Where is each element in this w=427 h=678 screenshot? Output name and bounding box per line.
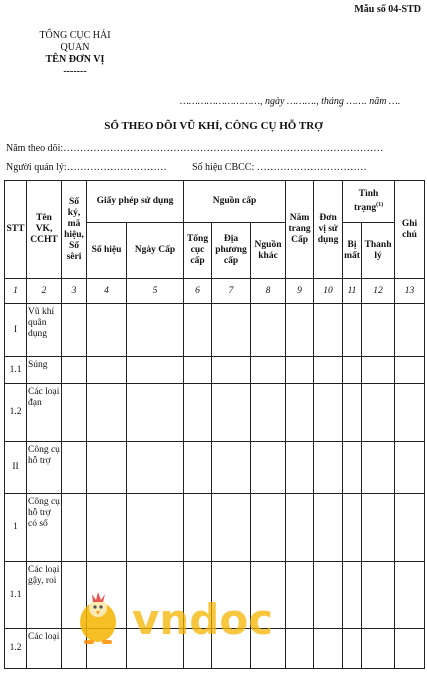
row-stt: 1.1 — [5, 562, 27, 629]
column-number: 3 — [62, 279, 87, 304]
header-license: Giấy phép sử dụng — [87, 181, 184, 223]
header-source-general: Tổng cục cấp — [184, 223, 212, 279]
column-number: 2 — [27, 279, 62, 304]
header-status-liquidated: Thanh lý — [362, 223, 395, 279]
agency-name-line2: QUAN — [60, 42, 90, 53]
header-source-local: Địa phương cấp — [212, 223, 251, 279]
row-name: Công cụ hỗ trợ — [27, 442, 62, 494]
chicken-mascot-icon — [80, 592, 116, 644]
column-number: 4 — [87, 279, 127, 304]
agency-block — [20, 30, 130, 78]
header-unit-using: Đơn vị sử dụng — [314, 181, 343, 279]
header-license-date: Ngày Cấp — [127, 223, 184, 279]
table-row — [5, 442, 425, 494]
row-name: Vũ khí quân dụng — [27, 304, 62, 357]
header-source-other: Nguồn khác — [251, 223, 286, 279]
header-note: Ghi chú — [395, 181, 425, 279]
row-stt: 1.2 — [5, 384, 27, 442]
unit-name: TÊN ĐƠN VỊ — [45, 54, 105, 65]
page-title: SỔ THEO DÕI VŨ KHÍ, CÔNG CỤ HỖ TRỢ — [104, 120, 323, 132]
header-year-issued: Năm trang Cấp — [286, 181, 314, 279]
header-status-lost: Bị mất — [343, 223, 362, 279]
header-status — [343, 181, 395, 223]
table-row — [5, 304, 425, 357]
row-stt: 1.2 — [5, 629, 27, 669]
row-name: Súng — [27, 357, 62, 384]
unit-rule: ------- — [63, 66, 87, 77]
column-number: 10 — [314, 279, 343, 304]
row-stt: 1.1 — [5, 357, 27, 384]
column-number: 11 — [343, 279, 362, 304]
manager-field: Người quản lý:………………………… — [6, 162, 167, 173]
column-number: 1 — [5, 279, 27, 304]
row-name: Các loại đạn — [27, 384, 62, 442]
date-line: ………………………, ngày ………., tháng ……. năm …. — [180, 96, 401, 107]
table-row — [5, 357, 425, 384]
header-status-label: Tình trạng — [353, 188, 379, 214]
row-stt: II — [5, 442, 27, 494]
vndoc-watermark — [70, 588, 300, 648]
column-number: 9 — [286, 279, 314, 304]
column-number: 7 — [212, 279, 251, 304]
row-stt: I — [5, 304, 27, 357]
column-number: 5 — [127, 279, 184, 304]
agency-name-line1: TỔNG CỤC HẢI — [39, 30, 111, 41]
row-stt: 1 — [5, 494, 27, 562]
column-number: 6 — [184, 279, 212, 304]
column-number: 13 — [395, 279, 425, 304]
header-license-number: Số hiệu — [87, 223, 127, 279]
row-name: Công cụ hỗ trợ có số — [27, 494, 62, 562]
tracking-year-field: Năm theo dõi:…………………………………………………………………………………… — [6, 143, 384, 154]
table-row — [5, 494, 425, 562]
header-stt: STT — [5, 181, 27, 279]
form-number: Mẫu số 04-STD — [354, 4, 421, 15]
column-number: 12 — [362, 279, 395, 304]
header-status-footnote: (1) — [376, 201, 384, 208]
officer-id-field: Số hiệu CBCC: …………………………… — [192, 162, 367, 173]
column-number-row — [5, 279, 425, 304]
row-name: Các loại — [27, 629, 62, 669]
header-serial: Số ký, mã hiệu, Số sêri — [62, 181, 87, 279]
header-source: Nguồn cấp — [184, 181, 286, 223]
table-row — [5, 384, 425, 442]
column-number: 8 — [251, 279, 286, 304]
watermark-text: vndoc — [132, 595, 274, 644]
row-name: Các loại gậy, roi — [27, 562, 62, 629]
header-name: Tên VK, CCHT — [27, 181, 62, 279]
